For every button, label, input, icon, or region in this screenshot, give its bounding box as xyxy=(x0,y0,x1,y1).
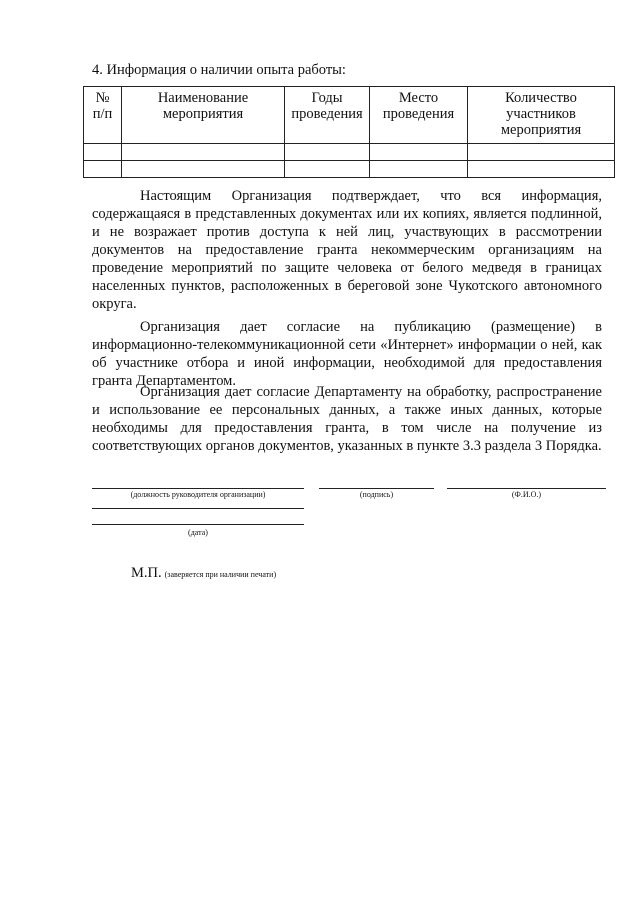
table-cell[interactable] xyxy=(285,161,370,178)
table-cell[interactable] xyxy=(285,144,370,161)
table-row xyxy=(84,144,615,161)
header-line: мероприятия xyxy=(500,122,582,138)
header-line: Наименование xyxy=(157,90,249,106)
table-cell[interactable] xyxy=(122,161,285,178)
header-number xyxy=(84,87,122,144)
header-event-name xyxy=(122,87,285,144)
table-cell[interactable] xyxy=(84,144,122,161)
data-processing-consent-paragraph: Организация дает согласие Департаменту на обработку, распространение и использование ее персональных данных, а также иных данных, которые необходимы для предоставления гранта, в том числе на получение из соответствующих органов документов, указанных в пункте 3.3 раздела 3 Порядка. xyxy=(92,384,602,454)
table-cell[interactable] xyxy=(370,144,468,161)
table-cell[interactable] xyxy=(370,161,468,178)
table-cell[interactable] xyxy=(122,144,285,161)
stamp-note: (заверяется при наличии печати) xyxy=(164,570,277,579)
position-line[interactable] xyxy=(92,488,304,489)
date-caption: (дата) xyxy=(188,528,208,537)
signature-line[interactable] xyxy=(319,488,434,489)
header-line: Годы xyxy=(311,90,343,106)
signature-caption: (подпись) xyxy=(359,490,394,499)
header-line: № xyxy=(95,90,110,106)
table-cell[interactable] xyxy=(84,161,122,178)
section-title: 4. Информация о наличии опыта работы: xyxy=(92,62,346,78)
confirmation-paragraph: Настоящим Организация подтверждает, что вся информация, содержащаяся в представленных документах или их копиях, является подлинной, и не возражает против доступа к ней лиц, участвующих в рассмотрении документов на предоставление гранта некоммерческим организациям на проведение мероприятий по защите человека от белого медведя в границах населенных пунктов, расположенных в береговой зоне Чукотского автономного округа. xyxy=(92,188,602,312)
header-line: проведения xyxy=(382,106,455,122)
header-line: Место xyxy=(398,90,439,106)
full-name-caption: (Ф.И.О.) xyxy=(511,490,542,499)
header-years xyxy=(285,87,370,144)
table-cell[interactable] xyxy=(468,144,615,161)
header-place xyxy=(370,87,468,144)
stamp-label: М.П. xyxy=(131,565,162,581)
experience-table xyxy=(83,86,615,178)
date-line[interactable] xyxy=(92,524,304,525)
extra-line[interactable] xyxy=(92,508,304,509)
header-line: участников xyxy=(506,106,576,122)
full-name-line[interactable] xyxy=(447,488,606,489)
position-caption: (должность руководителя организации) xyxy=(130,490,266,499)
header-line: проведения xyxy=(291,106,363,122)
stamp-place xyxy=(131,564,276,582)
header-line: Количество xyxy=(505,90,577,106)
header-line: п/п xyxy=(92,106,113,122)
header-line: мероприятия xyxy=(162,106,244,122)
table-header-row xyxy=(84,87,615,144)
table-row xyxy=(84,161,615,178)
header-participants xyxy=(468,87,615,144)
publication-consent-paragraph: Организация дает согласие на публикацию (размещение) в информационно-телекоммуникационной сети «Интернет» информации о ней, как об участнике отбора и иной информации, необходимой для предоставления гранта Департаментом. xyxy=(92,319,602,389)
table-cell[interactable] xyxy=(468,161,615,178)
